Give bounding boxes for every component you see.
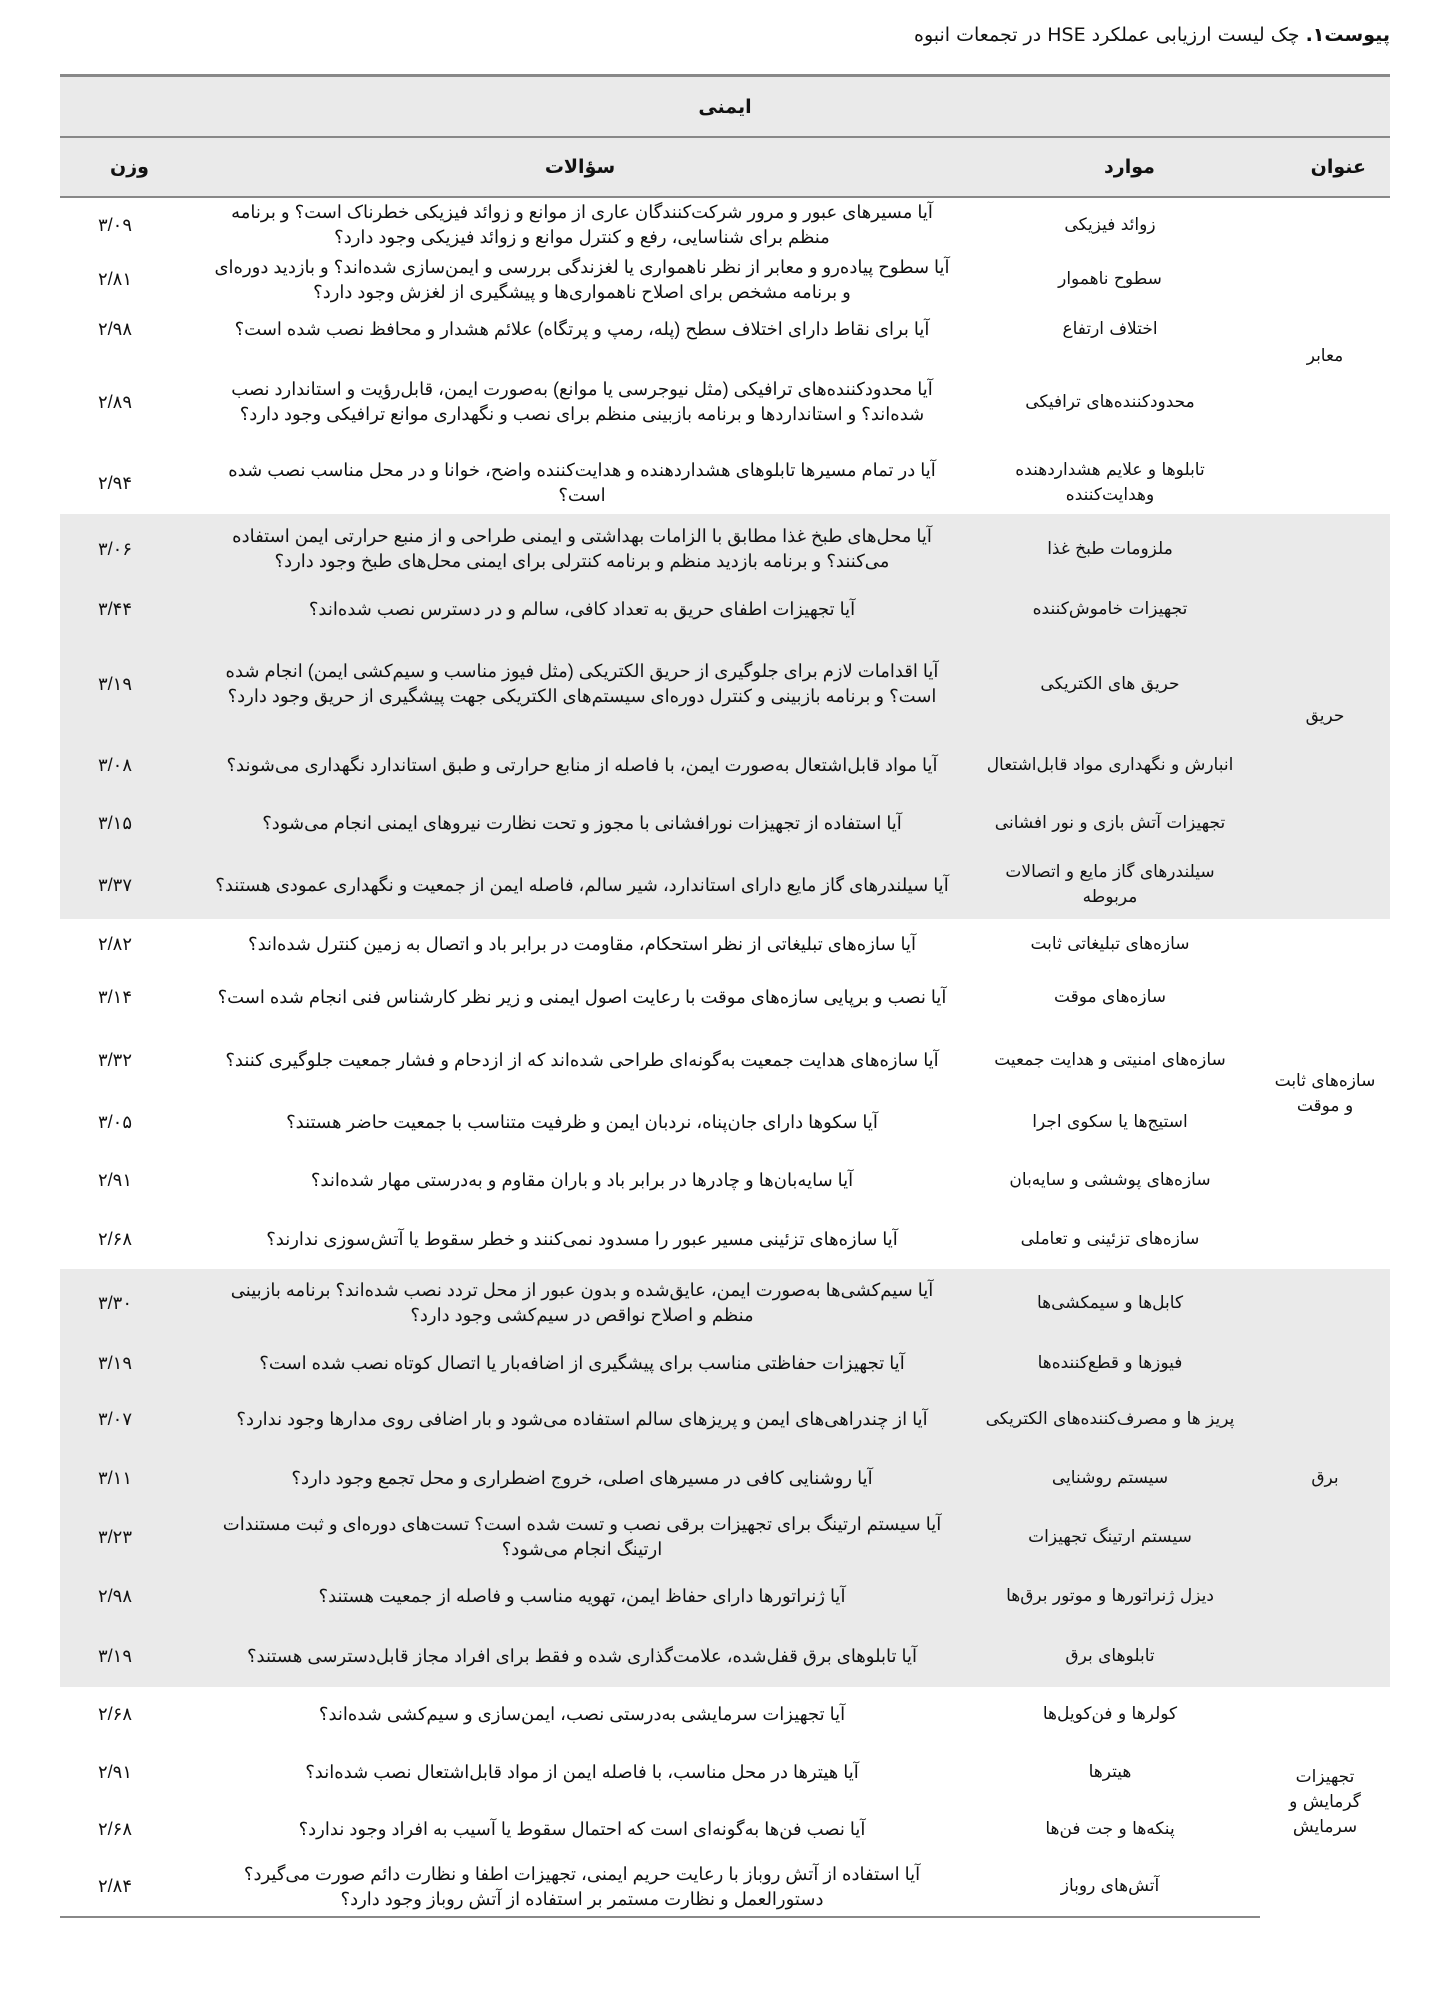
caption-label: پیوست۱.	[1305, 24, 1390, 46]
group-title-cell: حریق	[1260, 514, 1390, 919]
table-row	[60, 197, 1390, 252]
table-row	[60, 1337, 1390, 1389]
question-cell: آیا سازه‌های هدایت جمعیت به‌گونه‌ای طراحی شده‌اند که از ازدحام و فشار جمعیت جلوگیری کنند؟	[225, 1049, 939, 1070]
question-cell: آیا روشنایی کافی در مسیرهای اصلی، خروج اضطراری و محل تجمع وجود دارد؟	[200, 1449, 960, 1507]
item-cell: دیزل ژنراتورها و موتور برق‌ها	[960, 1567, 1260, 1625]
group-structures	[60, 919, 1390, 1269]
weight-cell: ۳/۰۹	[98, 214, 133, 235]
item-cell: تجهیزات آتش بازی و نور افشانی	[960, 796, 1260, 851]
table-row	[60, 1389, 1390, 1449]
item-cell: سازه‌های تبلیغاتی ثابت	[1030, 933, 1190, 954]
weight-cell: ۲/۹۱	[98, 1169, 133, 1190]
item-cell: کابل‌ها و سیمکشی‌ها	[960, 1269, 1260, 1337]
question-cell: آیا محل‌های طبخ غذا مطابق با الزامات بهداشتی و ایمنی طراحی و از منبع حرارتی ایمن استفاده می‌کنند؟ و برنامه بازدید منظم و برنامه کنترلی برای ایمنی محل‌های طبخ وجود دارد؟	[200, 514, 960, 584]
question-cell: آیا استفاده از آتش روباز با رعایت حریم ایمنی، تجهیزات اطفا و نظارت دائم صورت می‌گیرد؟ دستورالعمل و نظارت مستمر بر استفاده از آتش روباز وجود دارد؟	[200, 1857, 960, 1917]
item-cell: محدودکننده‌های ترافیکی	[1025, 391, 1195, 412]
table-row	[60, 352, 1390, 452]
hse-checklist-table	[60, 74, 1390, 1918]
table-row	[60, 1094, 1390, 1151]
item-cell: سیلندرهای گاز مایع و اتصالات مربوطه	[960, 851, 1260, 919]
question-cell: آیا برای نقاط دارای اختلاف سطح (پله، رمپ و پرتگاه) علائم هشدار و محافظ نصب شده است؟	[234, 319, 930, 339]
table-row	[60, 452, 1390, 514]
question-cell: آیا از چندراهی‌های ایمن و پریزهای سالم استفاده می‌شود و بار اضافی روی مدارها وجود ندارد؟	[200, 1389, 960, 1449]
weight-cell: ۳/۳۷	[60, 851, 200, 919]
item-cell: پریز ها و مصرف‌کننده‌های الکتریکی	[960, 1389, 1260, 1449]
weight-cell: ۳/۰۶	[60, 514, 200, 584]
weight-cell: ۳/۰۷	[60, 1389, 200, 1449]
group-fire	[60, 514, 1390, 919]
question-cell: آیا مسیرهای عبور و مرور شرکت‌کنندگان عاری از موانع و زوائد فیزیکی خطرناک است؟ و برنامه منظم برای شناسایی، رفع و کنترل موانع و زوائد فیزیکی وجود دارد؟	[231, 202, 933, 247]
item-cell: سطوح ناهموار	[1058, 269, 1162, 289]
question-cell: آیا سطوح پیاده‌رو و معابر از نظر ناهمواری یا لغزندگی بررسی و ایمن‌سازی شده‌اند؟ و بازدید دوره‌ای و برنامه مشخص برای اصلاح ناهمواری‌ها و پیشگیری از لغزش وجود دارد؟	[214, 256, 950, 302]
question-cell: آیا سایه‌بان‌ها و چادرها در برابر باد و باران مقاوم و به‌درستی مهار شده‌اند؟	[310, 1169, 854, 1190]
weight-cell: ۳/۰۵	[98, 1112, 133, 1132]
group-electricity	[60, 1269, 1390, 1687]
weight-cell: ۲/۹۴	[98, 472, 133, 493]
question-cell: آیا سازه‌های تزئینی مسیر عبور را مسدود نمی‌کنند و خطر سقوط یا آتش‌سوزی ندارند؟	[266, 1228, 898, 1249]
weight-cell: ۳/۲۳	[60, 1507, 200, 1567]
item-cell: سازه‌های پوششی و سایه‌بان	[1009, 1169, 1211, 1190]
table-row	[60, 1742, 1390, 1802]
table-row	[60, 634, 1390, 734]
header-question: سؤالات	[200, 137, 960, 197]
table-row	[60, 1857, 1390, 1917]
weight-cell: ۳/۳۲	[98, 1049, 133, 1070]
table-row	[60, 1802, 1390, 1857]
question-cell: آیا ژنراتورها دارای حفاظ ایمن، تهویه مناسب و فاصله از جمعیت هستند؟	[200, 1567, 960, 1625]
question-cell: آیا نصب و برپایی سازه‌های موقت با رعایت اصول ایمنی و زیر نظر کارشناس فنی انجام شده است؟	[217, 987, 947, 1007]
weight-cell: ۲/۶۸	[98, 1228, 133, 1249]
question-cell: آیا مواد قابل‌اشتعال به‌صورت ایمن، با فاصله از منابع حرارتی و طبق استاندارد نگهداری می‌شوند؟	[200, 734, 960, 796]
question-cell: آیا در تمام مسیرها تابلوهای هشداردهنده و هدایت‌کننده واضح، خوانا و در محل مناسب نصب شده است؟	[228, 460, 936, 505]
question-cell: آیا محدودکننده‌های ترافیکی (مثل نیوجرسی یا موانع) به‌صورت ایمن، قابل‌رؤیت و استاندارد نصب شده‌اند؟ و استانداردها و برنامه بازبینی منظم برای نصب و نگهداری موانع ترافیکی وجود دارد؟	[231, 379, 933, 424]
item-cell: اختلاف ارتفاع	[1062, 319, 1158, 339]
weight-cell: ۲/۸۲	[98, 933, 133, 954]
item-cell: سیستم روشنایی	[960, 1449, 1260, 1507]
table-row	[60, 919, 1390, 969]
item-cell: ملزومات طبخ غذا	[960, 514, 1260, 584]
question-cell: آیا اقدامات لازم برای جلوگیری از حریق الکتریکی (مثل فیوز مناسب و سیم‌کشی ایمن) انجام شده است؟ و برنامه بازبینی و کنترل دوره‌ای سیستم‌های الکتریکی جهت پیشگیری از حریق وجود دارد؟	[200, 634, 960, 734]
table-row	[60, 307, 1390, 352]
weight-cell: ۲/۹۸	[60, 1567, 200, 1625]
caption-text: چک لیست ارزیابی عملکرد HSE در تجمعات انبوه	[914, 24, 1306, 46]
weight-cell: ۲/۹۱	[98, 1761, 133, 1782]
table-row	[60, 252, 1390, 307]
question-cell: آیا تجهیزات حفاظتی مناسب برای پیشگیری از اضافه‌بار یا اتصال کوتاه نصب شده است؟	[200, 1337, 960, 1389]
item-cell: کولرها و فن‌کویل‌ها	[1042, 1704, 1178, 1724]
header-title: عنوان	[1260, 137, 1390, 197]
question-cell: آیا سیستم ارتینگ برای تجهیزات برقی نصب و تست شده است؟ تست‌های دوره‌ای و ثبت مستندات ارتینگ انجام می‌شود؟	[200, 1507, 960, 1567]
item-cell: پنکه‌ها و جت فن‌ها	[1045, 1819, 1175, 1839]
group-passageways	[60, 197, 1390, 514]
weight-cell: ۲/۶۸	[98, 1819, 133, 1839]
table-row	[60, 851, 1390, 919]
weight-cell: ۳/۴۴	[60, 584, 200, 634]
item-cell: تابلوهای برق	[960, 1625, 1260, 1687]
group-title-cell: تجهیزات گرمایش و سرمایش	[1289, 1766, 1361, 1837]
question-cell: آیا تابلوهای برق قفل‌شده، علامت‌گذاری شده و فقط برای افراد مجاز قابل‌دسترسی هستند؟	[200, 1625, 960, 1687]
table-row	[60, 1625, 1390, 1687]
table-row	[60, 734, 1390, 796]
weight-cell: ۳/۳۰	[60, 1269, 200, 1337]
table-row	[60, 1269, 1390, 1337]
question-cell: آیا هیترها در محل مناسب، با فاصله ایمن از مواد قابل‌اشتعال نصب شده‌اند؟	[305, 1761, 859, 1782]
item-cell: استیج‌ها یا سکوی اجرا	[1032, 1112, 1188, 1132]
weight-cell: ۲/۸۴	[60, 1857, 200, 1917]
group-title-cell: سازه‌های ثابت و موقت	[1274, 1071, 1376, 1116]
table-row	[60, 1209, 1390, 1269]
item-cell: سازه‌های امنیتی و هدایت جمعیت	[994, 1049, 1226, 1070]
table-row	[60, 796, 1390, 851]
item-cell: فیوزها و قطع‌کننده‌ها	[960, 1337, 1260, 1389]
table-row	[60, 969, 1390, 1026]
header-item: موارد	[960, 137, 1260, 197]
section-title: ایمنی	[60, 76, 1390, 138]
header-row	[60, 137, 1390, 197]
question-cell: آیا تجهیزات سرمایشی به‌درستی نصب، ایمن‌سازی و سیم‌کشی شده‌اند؟	[318, 1704, 846, 1724]
weight-cell: ۲/۹۸	[98, 319, 133, 339]
table-row	[60, 514, 1390, 584]
question-cell: آیا سیم‌کشی‌ها به‌صورت ایمن، عایق‌شده و بدون عبور از محل تردد نصب شده‌اند؟ برنامه بازبینی منظم و اصلاح نواقص در سیم‌کشی وجود دارد؟	[200, 1269, 960, 1337]
item-cell: تابلوها و علایم هشداردهنده وهدایت‌کننده	[1015, 460, 1205, 505]
table-row	[60, 1507, 1390, 1567]
item-cell: زوائد فیزیکی	[1064, 214, 1156, 235]
group-title-cell: معابر	[1306, 345, 1344, 366]
item-cell: سازه‌های موقت	[1053, 987, 1167, 1007]
weight-cell: ۳/۱۹	[60, 1337, 200, 1389]
table-row	[60, 1449, 1390, 1507]
table-row	[60, 1687, 1390, 1742]
item-cell: هیترها	[1088, 1761, 1132, 1782]
weight-cell: ۲/۶۸	[98, 1704, 133, 1724]
item-cell: آتش‌های روباز	[960, 1857, 1260, 1917]
group-hvac	[60, 1687, 1390, 1917]
weight-cell: ۳/۱۵	[60, 796, 200, 851]
group-title-cell: برق	[1260, 1269, 1390, 1687]
question-cell: آیا سیلندرهای گاز مایع دارای استاندارد، شیر سالم، فاصله ایمن از جمعیت و نگهداری عمودی هستند؟	[200, 851, 960, 919]
item-cell: تجهیزات خاموش‌کننده	[960, 584, 1260, 634]
weight-cell: ۳/۱۹	[60, 1625, 200, 1687]
weight-cell: ۳/۱۴	[98, 987, 133, 1007]
question-cell: آیا سکوها دارای جان‌پناه، نردبان ایمن و ظرفیت متناسب با جمعیت حاضر هستند؟	[286, 1112, 878, 1132]
item-cell: انبارش و نگهداری مواد قابل‌اشتعال	[960, 734, 1260, 796]
question-cell: آیا نصب فن‌ها به‌گونه‌ای است که احتمال سقوط یا آسیب به افراد وجود ندارد؟	[298, 1819, 866, 1839]
table-row	[60, 1567, 1390, 1625]
table-row	[60, 1151, 1390, 1209]
header-weight: وزن	[60, 137, 200, 197]
item-cell: حریق های الکتریکی	[960, 634, 1260, 734]
weight-cell: ۳/۰۸	[60, 734, 200, 796]
weight-cell: ۳/۱۹	[60, 634, 200, 734]
table-row	[60, 1026, 1390, 1094]
question-cell: آیا استفاده از تجهیزات نورافشانی با مجوز و تحت نظارت نیروهای ایمنی انجام می‌شود؟	[200, 796, 960, 851]
weight-cell: ۲/۸۹	[98, 391, 133, 412]
question-cell: آیا سازه‌های تبلیغاتی از نظر استحکام، مقاومت در برابر باد و اتصال به زمین کنترل شده‌اند؟	[248, 933, 916, 954]
item-cell: سازه‌های تزئینی و تعاملی	[1020, 1228, 1200, 1249]
section-title-row	[60, 76, 1390, 138]
table-row	[60, 584, 1390, 634]
item-cell: سیستم ارتینگ تجهیزات	[960, 1507, 1260, 1567]
table-caption	[914, 24, 1390, 46]
weight-cell: ۲/۸۱	[98, 269, 133, 289]
question-cell: آیا تجهیزات اطفای حریق به تعداد کافی، سالم و در دسترس نصب شده‌اند؟	[200, 584, 960, 634]
weight-cell: ۳/۱۱	[60, 1449, 200, 1507]
